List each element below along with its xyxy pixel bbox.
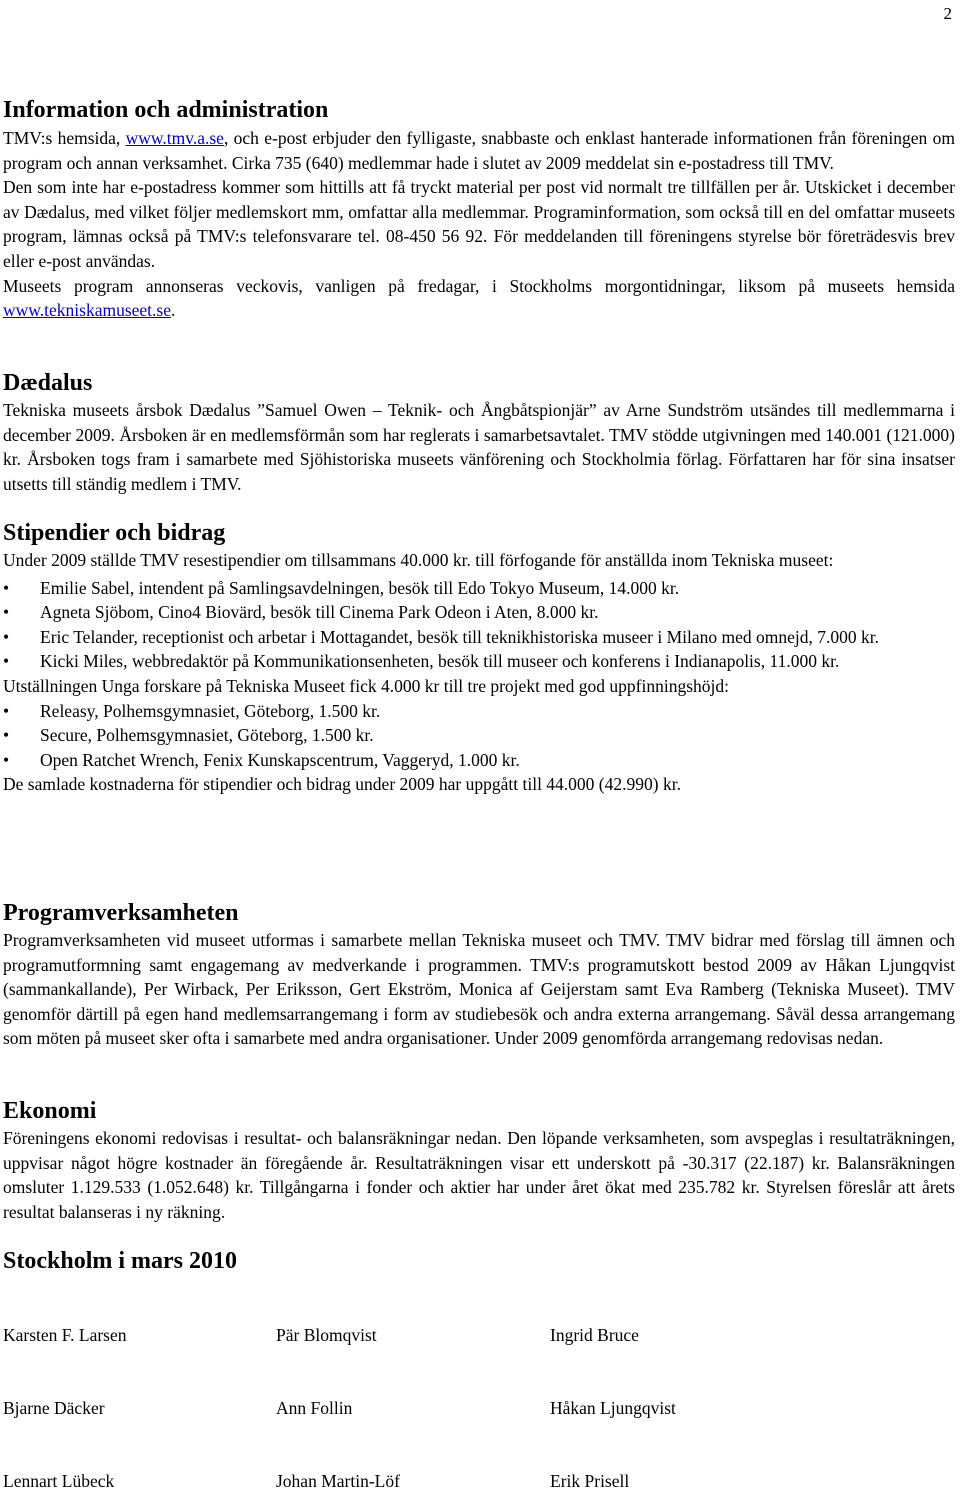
signature-name: Ingrid Bruce (550, 1325, 639, 1345)
bullet-icon: • (3, 749, 10, 770)
program-paragraph: Programverksamheten vid museet utformas i samarbete mellan Tekniska museet och TMV. TMV bidrar med förslag till ämnen och programutformning samt engagemang av medverkande i programmen. TMV:s programutskott bestod 2009 av Håkan Ljungqvist (sammankallande), Per Wirback, Per Eriksson, Gert Ekström, Monica af Geijerstam samt Eva Ramberg (Tekniska Museet). TMV genomför därtill på egen hand medlemsarrangemang i form av studiebesök och andra externa arrangemang. Såväl dessa arrangemang som möten på museet sker ofta i samarbete med andra organisationer. Under 2009 genomförda arrangemang redovisas nedan. (3, 930, 955, 1049)
signature-row (0, 1469, 960, 1493)
bullet-icon: • (3, 602, 10, 623)
economy-paragraph: Föreningens ekonomi redovisas i resultat- och balansräkningar nedan. Den löpande verksamheten, som avspeglas i resultaträkningen, uppvisar något högre kostnader än föregående år. Resultaträkningen visar ett underskott på -30.317 (22.187) kr. Balansräkningen omsluter 1.129.533 (1.052.648) kr. Tillgångarna i fonder och aktier har under året ökat med 235.782 kr. Styrelsen föreslår att årets resultat balanseras i ny räkning. (3, 1128, 955, 1222)
info-p1-rest: , och e-post erbjuder den fylligaste, snabbaste och enklast hanterade informationen från föreningen om program och annan verksamhet. Cirka 735 (640) medlemmar hade i slutet av 2009 meddelat sin e-postadress till TMV. (3, 128, 955, 173)
stipend-list (3, 576, 955, 674)
page-number: 2 (943, 4, 952, 23)
section-title-info: Information och administration (3, 97, 329, 123)
list-item-text: Open Ratchet Wrench, Fenix Kunskapscentrum, Vaggeryd, 1.000 kr. (40, 749, 520, 770)
tmv-website-link[interactable]: www.tmv.a.se (125, 128, 224, 148)
info-paragraph-1 (3, 126, 955, 175)
signature-name: Johan Martin-Löf (276, 1471, 400, 1491)
info-paragraph-2: Den som inte har e-postadress kommer som hittills att få tryckt material per post vid normalt tre tillfällen per år. Utskicket i december av Dædalus, med vilket följer medlemskort mm, omfattar alla medlemmar. Programinformation, som också till en del omfattar museets program, lämnas också på TMV:s telefonsvarare tel. 08-450 56 92. För meddelanden till föreningens styrelse bör företrädesvis brev eller e-post användas. (3, 177, 955, 271)
bullet-icon: • (3, 725, 10, 746)
list-item-text: Agneta Sjöbom, Cino4 Biovärd, besök till Cinema Park Odeon i Aten, 8.000 kr. (40, 602, 599, 623)
signature-name: Bjarne Däcker (3, 1398, 105, 1418)
section-title-grants: Stipendier och bidrag (3, 520, 226, 546)
economy-section (3, 1126, 955, 1224)
list-item-text: Eric Telander, receptionist och arbetar i Mottagandet, besök till teknikhistoriska museer i Milano med omnejd, 7.000 kr. (40, 626, 880, 647)
signature-row (0, 1396, 960, 1420)
program-section (3, 928, 955, 1051)
list-item-text: Emilie Sabel, intendent på Samlingsavdelningen, besök till Edo Tokyo Museum, 14.000 kr. (40, 577, 680, 598)
info-p1-prefix: TMV:s hemsida, (3, 128, 126, 148)
signature-name: Erik Prisell (550, 1471, 630, 1491)
list-item (3, 649, 955, 674)
grants-section (3, 548, 955, 797)
list-item (3, 576, 955, 601)
list-item (3, 748, 955, 773)
section-title-daedalus: Dædalus (3, 370, 93, 396)
list-item-text: Releasy, Polhemsgymnasiet, Göteborg, 1.500 kr. (40, 700, 381, 721)
list-item (3, 600, 955, 625)
signature-name: Lennart Lübeck (3, 1471, 115, 1491)
bullet-icon: • (3, 700, 10, 721)
list-item (3, 723, 955, 748)
daedalus-section (3, 398, 955, 496)
museum-website-link[interactable]: www.tekniskamuseet.se (3, 300, 171, 321)
bullet-icon: • (3, 577, 10, 598)
info-p3-end: . (171, 300, 176, 321)
daedalus-paragraph: Tekniska museets årsbok Dædalus ”Samuel Owen – Teknik- och Ångbåtspionjär” av Arne Sundström utsändes till medlemmarna i december 2009. Årsboken är en medlemsförmån som har reglerats i samarbetsavtalet. TMV stödde utgivningen med 140.001 (121.000) kr. Årsboken togs fram i samarbete med Sjöhistoriska museets vänförening och Stockholmia förlag. Författaren har för sina insatser utsetts till ständig medlem i TMV. (3, 400, 955, 494)
info-p3-text: Museets program annonseras veckovis, vanligen på fredagar, i Stockholms morgontidningar, liksom på museets hemsida (3, 275, 955, 296)
project-list (3, 699, 955, 773)
list-item-text: Kicki Miles, webbredaktör på Kommunikationsenheten, besök till museer och konferens i Indianapolis, 11.000 kr. (40, 651, 840, 672)
grants-intro: Under 2009 ställde TMV resestipendier om tillsammans 40.000 kr. till förfogande för anställda inom Tekniska museet: (3, 550, 834, 570)
signature-name: Pär Blomqvist (276, 1325, 377, 1345)
signature-name: Ann Follin (276, 1398, 353, 1418)
closing-title: Stockholm i mars 2010 (3, 1248, 237, 1274)
section-title-economy: Ekonomi (3, 1098, 97, 1124)
bullet-icon: • (3, 626, 10, 647)
list-item (3, 625, 955, 650)
info-section (3, 126, 955, 323)
signature-row (0, 1323, 960, 1347)
section-title-program: Programverksamheten (3, 900, 239, 926)
bullet-icon: • (3, 651, 10, 672)
info-paragraph-3 (3, 274, 955, 323)
signature-name: Håkan Ljungqvist (550, 1398, 676, 1418)
signature-name: Karsten F. Larsen (3, 1325, 127, 1345)
list-item (3, 699, 955, 724)
grants-mid: Utställningen Unga forskare på Tekniska Museet fick 4.000 kr till tre projekt med god uppfinningshöjd: (3, 675, 730, 696)
list-item-text: Secure, Polhemsgymnasiet, Göteborg, 1.500 kr. (40, 725, 374, 746)
grants-outro: De samlade kostnaderna för stipendier och bidrag under 2009 har uppgått till 44.000 (42.990) kr. (3, 774, 681, 795)
